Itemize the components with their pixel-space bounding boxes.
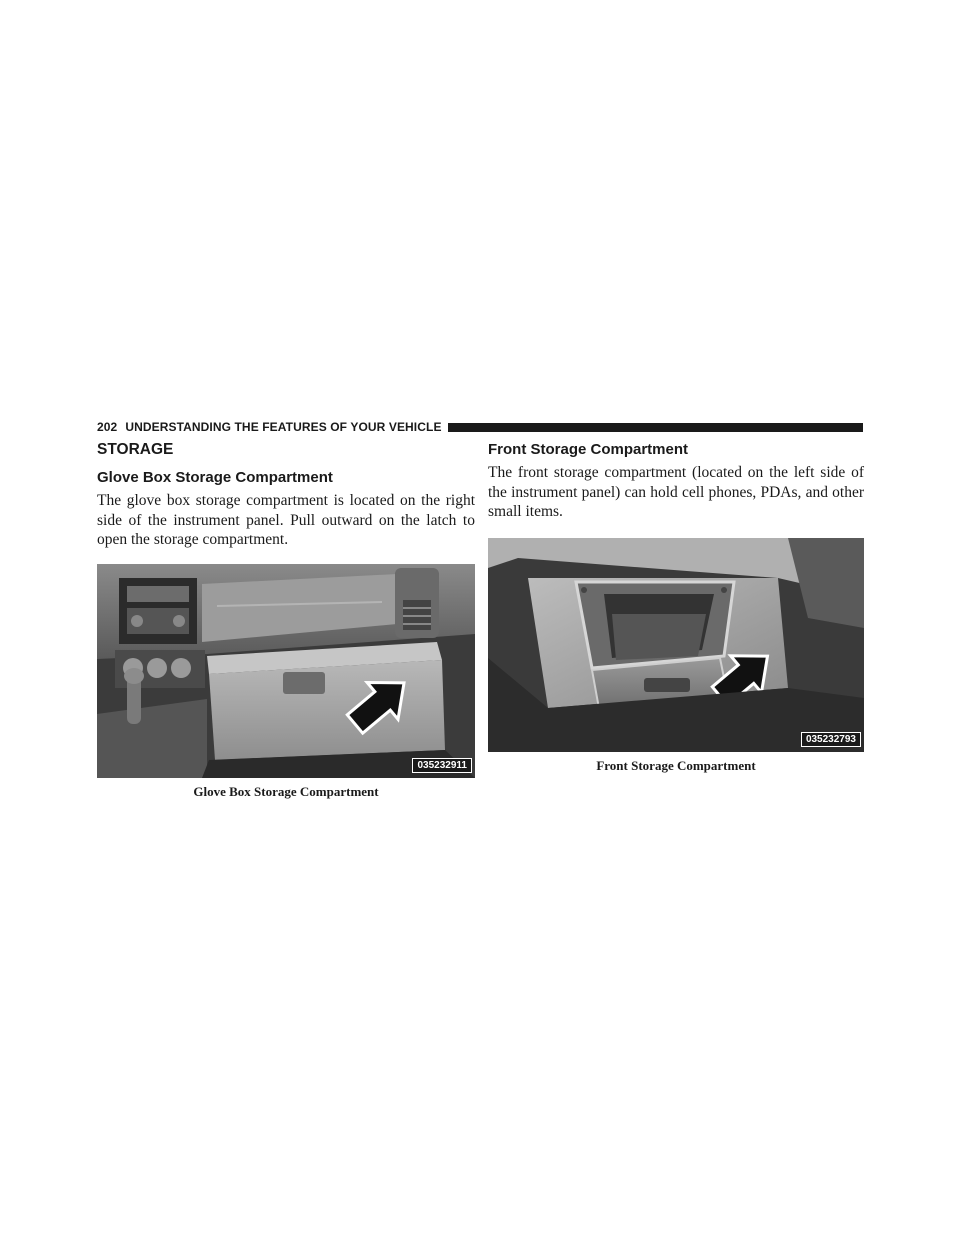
front-storage-paragraph: The front storage compartment (located on the left side of the instrument panel) can hold cell phones, PDAs, and other small items.: [488, 464, 864, 520]
subsection-title-glove-box: Glove Box Storage Compartment: [97, 469, 333, 486]
front-storage-figure: [488, 538, 864, 752]
page-number: 202: [97, 420, 118, 434]
front-storage-figure-code: 035232793: [801, 732, 861, 747]
front-storage-illustration: [488, 538, 864, 752]
page-header: [97, 419, 863, 435]
glove-box-paragraph: The glove box storage compartment is located on the right side of the instrument panel. Pull outward on the latch to open the storage compartment.: [97, 492, 475, 548]
left-column: [97, 441, 475, 800]
front-storage-caption: Front Storage Compartment: [596, 757, 756, 773]
glove-box-caption: Glove Box Storage Compartment: [193, 783, 379, 799]
glove-box-figure: [97, 564, 475, 778]
glove-box-figure-code: 035232911: [412, 758, 472, 773]
section-title: STORAGE: [97, 441, 174, 458]
subsection-title-front-storage: Front Storage Compartment: [488, 441, 689, 458]
right-column: [488, 441, 864, 774]
header-rule: [448, 423, 863, 432]
running-title: UNDERSTANDING THE FEATURES OF YOUR VEHICLE: [125, 420, 442, 434]
glove-box-illustration: [97, 564, 475, 778]
